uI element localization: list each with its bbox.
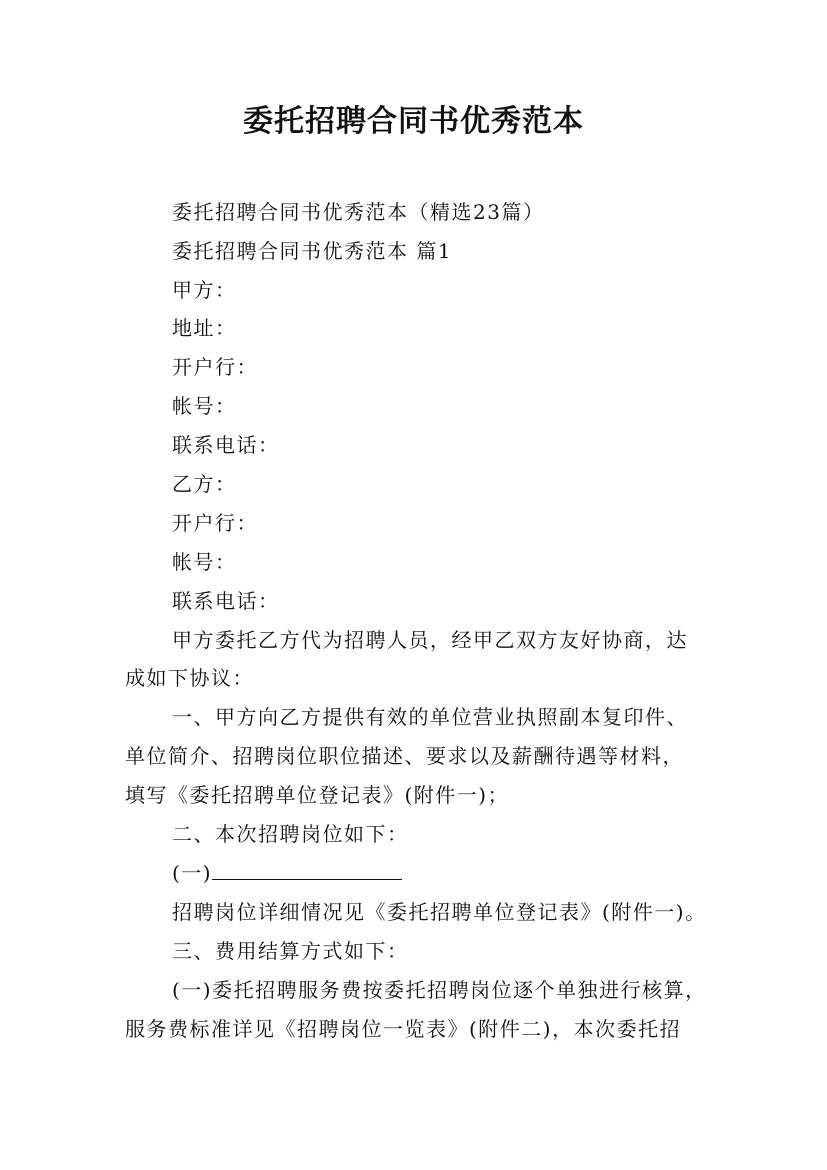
bank-label-a: 开户行： [172, 355, 258, 379]
position-item-label: (一) [172, 861, 213, 885]
clause-line: (一)委托招聘服务费按委托招聘岗位逐个单独进行核算， [172, 978, 707, 1002]
bank-label-b: 开户行： [172, 511, 258, 535]
position-blank-line [172, 860, 402, 886]
clause-line: 招聘岗位详细情况见《委托招聘单位登记表》(附件一)。 [172, 900, 707, 924]
phone-label-a: 联系电话： [172, 433, 280, 457]
subtitle-line: 委托招聘合同书优秀范本（精选23篇） [172, 200, 545, 224]
clause-line: 三、费用结算方式如下： [172, 939, 409, 963]
paragraph-line: 成如下协议： [125, 666, 254, 690]
clause-line: 二、本次招聘岗位如下： [172, 822, 409, 846]
account-label-a: 帐号： [172, 394, 237, 418]
party-a-label: 甲方： [172, 278, 237, 302]
account-label-b: 帐号： [172, 550, 237, 574]
clause-line: 一、甲方向乙方提供有效的单位营业执照副本复印件、 [172, 705, 688, 729]
clause-line: 单位简介、招聘岗位职位描述、要求以及薪酬待遇等材料， [125, 744, 684, 768]
blank-underline [212, 861, 402, 880]
phone-label-b: 联系电话： [172, 589, 280, 613]
paragraph-line: 甲方委托乙方代为招聘人员，经甲乙双方友好协商，达 [172, 628, 688, 652]
section-heading: 委托招聘合同书优秀范本 篇1 [172, 239, 453, 263]
clause-line: 服务费标准详见《招聘岗位一览表》(附件二)，本次委托招 [125, 1017, 682, 1041]
address-label: 地址： [172, 316, 237, 340]
clause-line: 填写《委托招聘单位登记表》(附件一)； [125, 783, 510, 807]
document-title: 委托招聘合同书优秀范本 [243, 104, 584, 139]
party-b-label: 乙方： [172, 472, 237, 496]
